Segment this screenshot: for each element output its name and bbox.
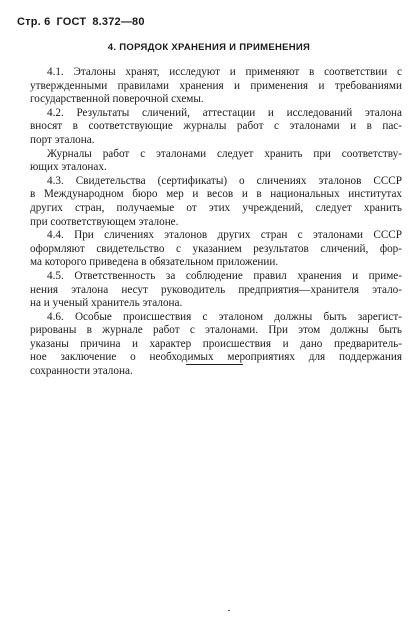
text-line: государственной поверочной схемы. — [30, 93, 204, 106]
text-line: в Международном бюро мер и весов и в национальных институтах — [30, 188, 402, 201]
text-line: Журналы работ с эталонами следует хранить при соответству- — [47, 147, 402, 160]
text-line: ное заключение о необходимых мероприятиях для поддержания — [30, 351, 402, 364]
paragraph — [30, 66, 402, 107]
text-line: рированы в журнале работ с эталонами. При этом должны быть — [30, 324, 402, 337]
standard-label: ГОСТ — [56, 16, 87, 28]
text-line: утвержденными правилами хранения и применения и требованиями — [30, 79, 402, 92]
text-line: оформляют свидетельство с указанием результатов сличений, фор- — [30, 242, 402, 255]
text-line: сохранности эталона. — [30, 365, 133, 378]
text-line: нения эталона несут руководитель предприятия—хранителя этало- — [30, 283, 402, 296]
text-line: 4.4. При сличениях эталонов других стран с эталонами СССР — [47, 229, 402, 242]
text-line: ющих эталонах. — [30, 161, 107, 174]
text-line: вносят в соответствующие журналы работ с эталонами и в пас- — [30, 120, 402, 133]
text-line: 4.5. Ответственность за соблюдение правил хранения и приме- — [47, 269, 402, 282]
section-title: 4. ПОРЯДОК ХРАНЕНИЯ И ПРИМЕНЕНИЯ — [107, 42, 311, 53]
paragraph — [30, 311, 402, 379]
text-line: 4.2. Результаты сличений, аттестации и исследований эталона — [47, 106, 402, 119]
text-line: на и ученый хранитель эталона. — [30, 297, 183, 310]
text-line: порт эталона. — [30, 133, 95, 146]
text-line: других стран, получаемые от этих учреждений, следует хранить — [30, 201, 402, 214]
standard-number: 8.372—80 — [92, 16, 145, 28]
scan-speck — [228, 610, 230, 611]
closing-rule — [186, 364, 243, 365]
running-head — [17, 16, 145, 28]
text-line: 4.6. Особые происшествия с эталоном должны быть зарегист- — [47, 310, 402, 323]
paragraph — [30, 229, 402, 270]
text-line: при соответствующем эталоне. — [30, 215, 179, 228]
paragraph — [30, 270, 402, 311]
paragraph — [30, 107, 402, 148]
paragraph — [30, 148, 402, 175]
body-text — [30, 66, 402, 379]
page-number: Стр. 6 — [17, 16, 51, 28]
text-line: ма которого приведена в обязательном приложении. — [30, 256, 279, 269]
paragraph — [30, 175, 402, 229]
text-line: 4.3. Свидетельства (сертификаты) о сличениях эталонов СССР — [47, 174, 402, 187]
text-line: 4.1. Эталоны хранят, исследуют и применяют в соответствии с — [47, 66, 402, 78]
text-line: указаны причина и характер происшествия и дано предваритель- — [30, 337, 402, 350]
